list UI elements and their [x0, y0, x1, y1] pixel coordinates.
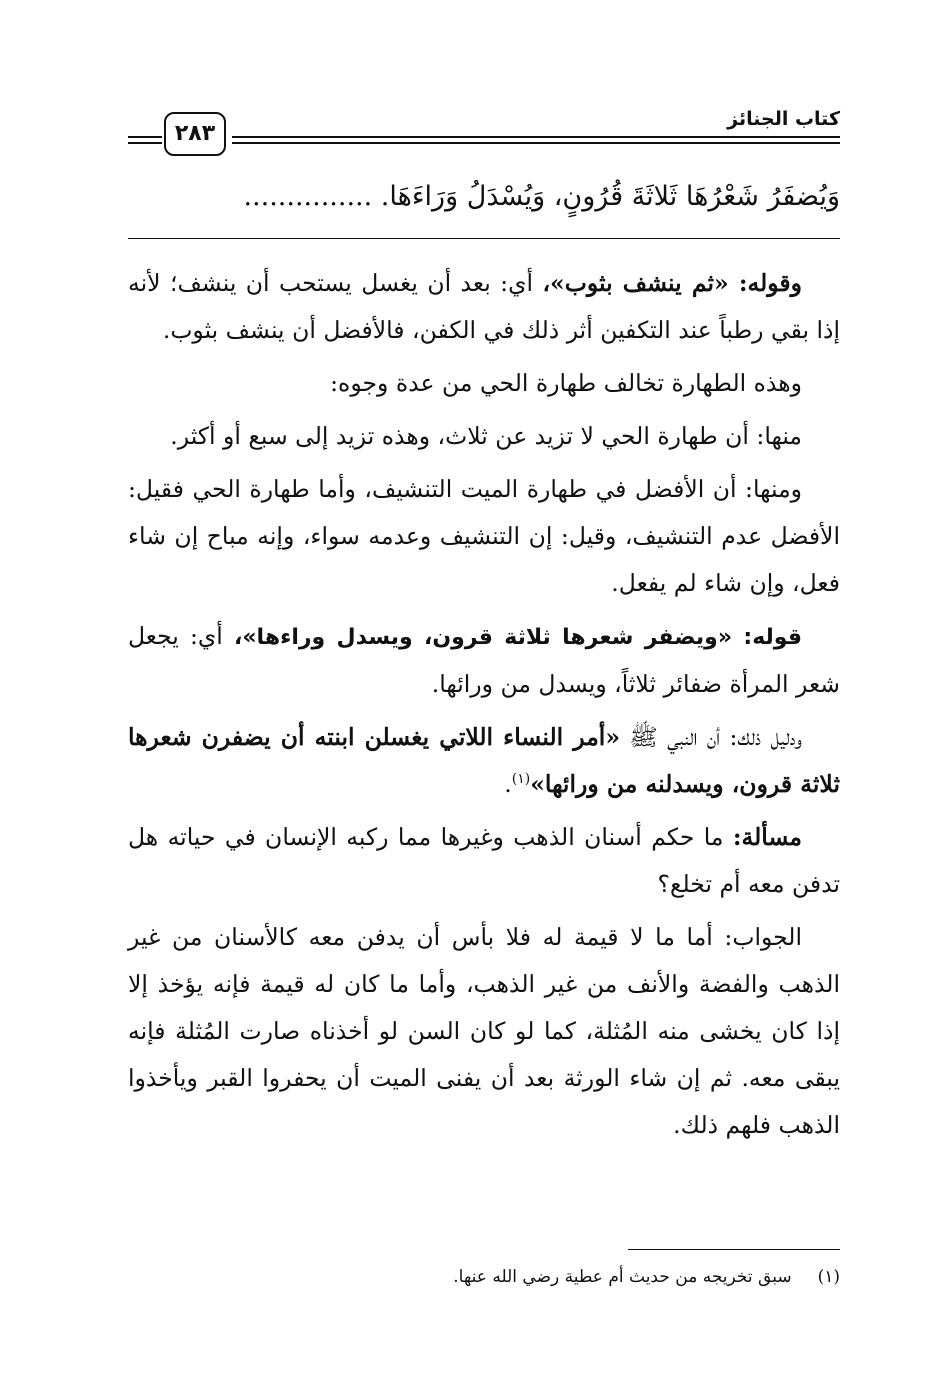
footnote-number: (١) [817, 1267, 840, 1287]
header-rule-left-bottom [128, 142, 162, 144]
paragraph-5-text: أي: يجعل شعر المرأة ضفائر ثلاثاً، ويسدل من ورائها. [128, 622, 840, 698]
paragraph-6-text: ودليل ذلك: أن النبي ﷺ [620, 723, 803, 751]
paragraph-5-lead: قوله: «ويضفر شعرها ثلاثة قرون، ويسدل وراءها»، [233, 625, 803, 650]
header-rule-left-top [128, 136, 162, 138]
paragraph-4-text: ومنها: أن الأفضل في طهارة الميت التنشيف، وأما طهارة الحي فقيل: الأفضل عدم التنشيف، وقيل: إن التنشيف وعدمه سواء، وإنه مباح إن شاء فعل، وإن شاء لم يفعل. [128, 475, 840, 597]
paragraph-8-text: الجواب: أما ما لا قيمة له فلا بأس أن يدفن معه كالأسنان من غير الذهب والفضة والأنف من غير الذهب، وأما ما كان له قيمة فإنه يؤخذ إلا إذا كان يخشى منه المُثلة، كما لو كان السن لو أخذناه صارت المُثلة فإنه يبقى معه. ثم إن شاء الورثة بعد أن يفنى الميت أن يحفروا القبر ويأخذوا الذهب فلهم ذلك. [128, 923, 840, 1139]
paragraph-5 [128, 613, 840, 708]
page-header [128, 108, 840, 160]
header-rule-bottom [232, 142, 840, 144]
matn-dots: ............... [243, 181, 373, 212]
header-rule-top [232, 136, 840, 138]
paragraph-2-text: وهذه الطهارة تخالف طهارة الحي من عدة وجوه: [330, 369, 802, 397]
paragraph-6 [128, 714, 840, 808]
paragraph-7-text: ما حكم أسنان الذهب وغيرها مما ركبه الإنسان في حياته هل تدفن معه أم تخلع؟ [128, 823, 840, 898]
paragraph-2 [128, 360, 840, 407]
page-number: ٢٨٣ [164, 112, 226, 156]
matn-line [128, 174, 840, 220]
footnote-text: سبق تخريجه من حديث أم عطية رضي الله عنها. [453, 1267, 792, 1287]
paragraph-4 [128, 466, 840, 607]
matn-separator [128, 238, 840, 239]
paragraph-3-text: منها: أن طهارة الحي لا تزيد عن ثلاث، وهذه تزيد إلى سبع أو أكثر. [170, 422, 802, 450]
paragraph-3 [128, 413, 840, 460]
book-title: كتاب الجنائز [727, 108, 840, 130]
paragraph-1-text: أي: بعد أن يغسل يستحب أن ينشف؛ لأنه إذا بقي رطباً عند التكفين أثر ذلك في الكفن، فالأفضل أن ينشف بثوب. [128, 269, 840, 344]
paragraph-7-lead: مسألة: [732, 823, 802, 851]
commentary-body [128, 260, 840, 1155]
footnote-ref-1[interactable]: (١) [511, 771, 531, 788]
paragraph-8 [128, 914, 840, 1149]
paragraph-6-hadith: «أمر النساء اللاتي يغسلن ابنته أن يضفرن شعرها ثلاثة قرون، ويسدلنه من ورائها» [128, 723, 840, 798]
paragraph-6-end: . [504, 770, 512, 798]
footnote-separator [628, 1249, 840, 1250]
matn-text: وَيُضفَرُ شَعْرُهَا ثَلاثَةَ قُرُونٍ، وَيُسْدَلُ وَرَاءَهَا. [380, 181, 840, 212]
paragraph-1 [128, 260, 840, 354]
footnote-1 [128, 1262, 840, 1292]
paragraph-7 [128, 814, 840, 908]
paragraph-1-lead: وقوله: «ثم ينشف بثوب»، [542, 269, 802, 297]
